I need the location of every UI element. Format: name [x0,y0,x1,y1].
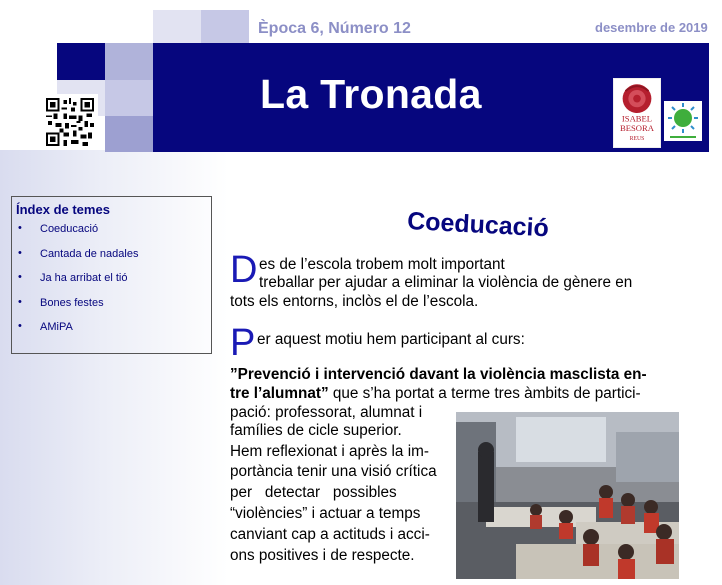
body-line: ons positives i de respecte. [230,547,415,564]
issue-number: Època 6, Número 12 [258,20,411,37]
paragraph-2-line-1: er aquest motiu hem participant al curs: [257,331,525,348]
school-logo-line-1: ISABEL [621,113,653,124]
mosaic-square [105,43,153,80]
newsletter-title: La Tronada [260,71,482,117]
school-logo-line-3: REUS [629,135,645,142]
index-title: Índex de temes [16,202,110,217]
dropcap-p: P [230,322,256,364]
mosaic-square [105,80,153,116]
index-item-tio[interactable]: • Ja ha arribat el tió [18,272,138,297]
body-line: per detectar possibles [230,484,397,501]
paragraph-1-line-1: es de l’escola trobem molt important [259,256,505,273]
dropcap-d: D [230,249,258,291]
qr-code-icon [42,94,98,150]
body-line: canviant cap a actituds i acci- [230,526,430,543]
index-item-coeducacio[interactable]: • Coeducació [18,223,138,248]
course-name-line-1: ”Prevenció i intervenció davant la violència masclista en- [230,366,647,383]
index-list [18,223,138,346]
article-title: Coeducació [406,207,550,243]
body-line: portància tenir una visió crítica [230,463,437,480]
index-item-cantada-nadales[interactable]: • Cantada de nadales [18,248,138,273]
index-item-amipa[interactable]: • AMiPA [18,321,138,346]
course-name-line-2 [230,384,641,403]
mosaic-square [201,10,249,43]
body-line: “violències” i actuar a temps [230,505,421,522]
course-name-bold: tre l’alumnat” [230,385,329,402]
issue-date: desembre de 2019 [595,20,708,35]
topics-index [11,196,212,354]
classroom-photo [456,412,679,579]
course-description: que s’ha portat a terme tres àmbits de partici- [328,385,641,402]
mosaic-square [57,43,105,80]
mosaic-square [153,10,201,43]
ampa-logo [664,101,702,141]
index-item-bones-festes[interactable]: • Bones festes [18,297,138,322]
body-line: famílies de cicle superior. [230,422,402,439]
mosaic-square [105,116,153,152]
school-logo [613,78,661,148]
paragraph-1-line-3: tots els entorns, inclòs el de l’escola. [230,293,479,310]
paragraph-1-line-2: treballar per ajudar a eliminar la violència de gènere en [259,274,633,291]
school-logo-line-2: BESORA [620,123,654,134]
body-line: pació: professorat, alumnat i [230,404,423,421]
body-line: Hem reflexionat i après la im- [230,443,429,460]
